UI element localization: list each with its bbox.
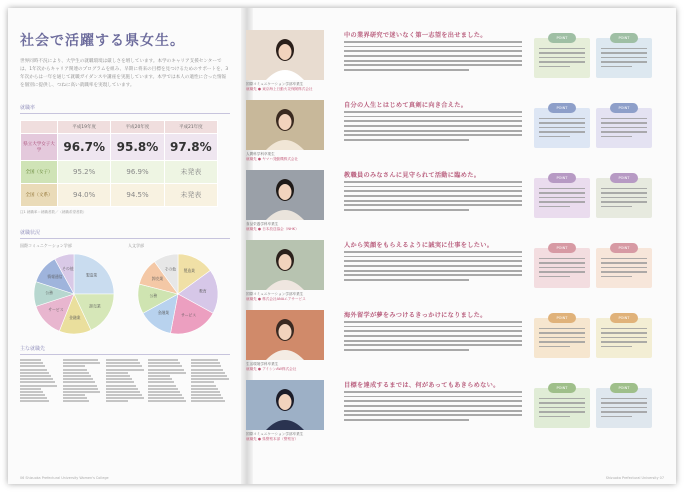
destination-line <box>191 381 214 383</box>
destination-line <box>106 381 135 383</box>
destination-line <box>106 397 144 399</box>
caption-name: 生活環境学科卒業生 <box>246 362 279 366</box>
pie-slice-label: その他 <box>62 265 74 271</box>
destination-line <box>106 362 141 364</box>
pie-left-caption: 国際コミュニケーション学部 <box>20 243 72 248</box>
portrait-photo <box>246 380 324 430</box>
destination-line <box>191 391 219 393</box>
destination-line <box>63 365 85 367</box>
testimonial-heading: 人から笑顔をもらえるように誠実に仕事をしたい。 <box>344 242 494 249</box>
point-box <box>596 178 652 218</box>
point-box <box>534 108 590 148</box>
point-boxes <box>534 380 654 440</box>
point-box <box>534 38 590 78</box>
rate-cell: 94.0% <box>58 184 111 207</box>
testimonial-heading: 海外留学が夢をみつけるきっかけになりました。 <box>344 312 487 319</box>
destination-line <box>63 394 85 396</box>
portrait-photo <box>246 100 324 150</box>
destination-line <box>106 369 144 371</box>
photo-caption <box>246 82 326 92</box>
destination-line <box>63 375 91 377</box>
rate-cell: 未発表 <box>164 161 217 184</box>
caption-name: 人間科学科卒業生 <box>246 152 275 156</box>
caption-company: 就職先 ● 株式会社ANAエアサービス <box>246 297 306 301</box>
caption-name: 国際コミュニケーション学部卒業生 <box>246 432 304 436</box>
photo-caption <box>246 222 326 232</box>
pie-slice-label: 製造業 <box>183 267 195 273</box>
destination-line <box>20 391 43 393</box>
point-badge: POINT <box>610 243 638 253</box>
rate-cell: 未発表 <box>164 184 217 207</box>
destination-line <box>63 359 99 361</box>
destination-line <box>148 391 179 393</box>
point-badge: POINT <box>610 33 638 43</box>
pie-right-caption: 人文学部 <box>128 243 144 248</box>
destination-line <box>148 362 179 364</box>
point-badge: POINT <box>548 33 576 43</box>
destination-line <box>20 362 43 364</box>
testimonial-row <box>246 310 656 374</box>
destination-line <box>148 388 177 390</box>
destination-line <box>148 397 183 399</box>
page-title: 社会で活躍する県女生。 <box>20 33 185 49</box>
destination-line <box>191 385 215 387</box>
pie-slice-label: 金融業 <box>69 314 81 320</box>
destination-line <box>148 400 185 402</box>
photo-caption <box>246 292 326 302</box>
destination-line <box>63 369 87 371</box>
destination-line <box>191 359 217 361</box>
destination-line <box>191 378 229 380</box>
point-badge: POINT <box>548 383 576 393</box>
point-box <box>596 318 652 358</box>
testimonial-body-text <box>344 321 522 354</box>
destination-line <box>20 369 47 371</box>
point-box <box>534 178 590 218</box>
destination-line <box>63 381 95 383</box>
point-boxes <box>534 30 654 90</box>
caption-company: 就職先 ● アイシンAW株式会社 <box>246 367 297 371</box>
destination-line <box>148 375 170 377</box>
pie-chart-left <box>28 251 120 337</box>
portrait-photo <box>246 310 324 360</box>
destination-line <box>20 400 49 402</box>
destination-line <box>148 394 181 396</box>
portrait-photo <box>246 240 324 290</box>
left-page <box>20 30 230 402</box>
testimonial-row <box>246 170 656 234</box>
destinations-label: 主な就職先 <box>20 345 230 355</box>
destination-line <box>63 378 93 380</box>
photo-caption <box>246 432 326 442</box>
left-folio: 06 Shizuoka Prefectural University Women's College <box>20 476 109 480</box>
intro-paragraph: 世界同時不況により、大学生の就職環境は厳しさを増しています。本学のキャリア支援センターでは、1年次からキャリア関連のプログラムを組み、早期に将来の目標を見つけるためのサポートを、3年次からは一年を通じて就職ガイダンスや講座を実施しています。本学では本人の適性に合った情報を個別に提供し、つねに高い就職率を実現しています。 <box>20 59 229 88</box>
caption-name: 食品栄養学科卒業生 <box>246 222 279 226</box>
testimonial-body-text <box>344 251 522 284</box>
destination-line <box>20 359 41 361</box>
destinations-list <box>20 359 230 402</box>
destination-line <box>63 391 101 393</box>
pie-slice-label: 公務 <box>149 293 158 299</box>
destination-line <box>20 388 41 390</box>
caption-company: 就職先 ● 東京海上日動火災保険株式会社 <box>246 87 313 91</box>
destination-line <box>148 365 181 367</box>
destination-line <box>63 400 89 402</box>
portrait-photo <box>246 30 324 80</box>
table-row <box>21 134 218 161</box>
destination-line <box>20 397 47 399</box>
testimonial-row <box>246 380 656 444</box>
destination-line <box>20 375 51 377</box>
photo-caption <box>246 152 326 162</box>
table-header <box>21 121 58 134</box>
destination-line <box>148 378 172 380</box>
caption-company: 就職先 ● ヤマハ発動機株式会社 <box>246 157 299 161</box>
destination-line <box>63 388 99 390</box>
pie-slice-label: サービス <box>180 312 197 318</box>
pie-chart-area <box>20 243 230 339</box>
point-badge: POINT <box>610 103 638 113</box>
rate-cell: 97.8% <box>164 134 217 161</box>
destination-line <box>106 375 131 377</box>
destination-line <box>20 385 57 387</box>
testimonial-heading: 教職員のみなさんに見守られて活動に臨めた。 <box>344 172 481 179</box>
pie-slice-label: 金融業 <box>157 310 170 316</box>
testimonial-body-text <box>344 41 522 74</box>
table-row <box>21 184 218 207</box>
destination-line <box>148 369 183 371</box>
destination-line <box>63 372 89 374</box>
pie-slice-label: サービス <box>48 306 64 312</box>
point-badge: POINT <box>548 243 576 253</box>
row-label: 全国（女子） <box>21 161 58 184</box>
point-badge: POINT <box>548 103 576 113</box>
rate-cell: 95.8% <box>111 134 164 161</box>
right-folio: Shizuoka Prefectural University 07 <box>605 476 664 480</box>
destination-line <box>63 397 87 399</box>
destination-line <box>63 385 97 387</box>
pie-slice-label: 卸売業 <box>89 303 101 309</box>
point-box <box>596 108 652 148</box>
pie-slice-label: 公務 <box>45 290 53 295</box>
destination-line <box>191 362 219 364</box>
testimonial-heading: 自分の人生とはじめて真剣に向き合えた。 <box>344 102 468 109</box>
destination-line <box>148 381 174 383</box>
point-boxes <box>534 240 654 300</box>
destination-line <box>191 369 223 371</box>
pie-slice-label: その他 <box>164 266 177 272</box>
rate-cell: 94.5% <box>111 184 164 207</box>
point-badge: POINT <box>548 313 576 323</box>
testimonial-row <box>246 100 656 164</box>
destination-line <box>20 372 49 374</box>
destination-line <box>20 378 53 380</box>
point-boxes <box>534 310 654 370</box>
point-boxes <box>534 100 654 160</box>
destination-line <box>148 372 185 374</box>
destination-line <box>106 372 129 374</box>
destination-line <box>191 388 217 390</box>
careers-label: 就職状況 <box>20 229 230 239</box>
destination-line <box>106 391 141 393</box>
destination-line <box>191 365 221 367</box>
table-header: 平成19年度 <box>58 121 111 134</box>
rate-cell: 96.9% <box>111 161 164 184</box>
caption-company: 就職先 ● 県警察本部（警察官） <box>246 437 299 441</box>
caption-name: 国際コミュニケーション学部卒業生 <box>246 82 304 86</box>
pie-slice-label: 卸売業 <box>151 276 164 282</box>
testimonial-row <box>246 240 656 304</box>
testimonial-body-text <box>344 111 522 144</box>
destination-line <box>191 400 225 402</box>
destination-line <box>191 375 227 377</box>
point-box <box>534 248 590 288</box>
destination-line <box>191 397 223 399</box>
destination-line <box>148 385 176 387</box>
destination-line <box>106 365 142 367</box>
pie-slice-label: 製造業 <box>85 272 98 278</box>
destination-line <box>191 372 225 374</box>
pie-chart-right <box>132 251 224 337</box>
row-label: 県立大学女子大学 <box>21 134 58 161</box>
point-badge: POINT <box>610 173 638 183</box>
destination-line <box>63 362 101 364</box>
point-box <box>596 38 652 78</box>
destination-line <box>148 359 177 361</box>
point-box <box>534 318 590 358</box>
destination-line <box>20 394 45 396</box>
testimonial-body-text <box>344 391 522 424</box>
destination-line <box>106 359 139 361</box>
pie-slice-label: 情報通信 <box>47 274 63 280</box>
rate-cell: 96.7% <box>58 134 111 161</box>
destination-line <box>106 394 142 396</box>
rate-cell: 95.2% <box>58 161 111 184</box>
destination-line <box>20 365 45 367</box>
point-badge: POINT <box>548 173 576 183</box>
destination-line <box>106 388 139 390</box>
table-header: 平成20年度 <box>111 121 164 134</box>
row-label: 全国（文系） <box>21 184 58 207</box>
portrait-photo <box>246 170 324 220</box>
destination-line <box>106 400 129 402</box>
destination-line <box>106 378 133 380</box>
testimonial-heading: 目標を達成するまでは、何があってもあきらめない。 <box>344 382 500 389</box>
point-boxes <box>534 170 654 230</box>
testimonial-body-text <box>344 181 522 214</box>
employment-rate-table <box>20 120 218 207</box>
point-badge: POINT <box>610 313 638 323</box>
pie-slice-label: 教育 <box>198 288 207 294</box>
point-badge: POINT <box>610 383 638 393</box>
caption-name: 国際コミュニケーション学部卒業生 <box>246 292 304 296</box>
employment-rate-label: 就職率 <box>20 104 230 114</box>
caption-company: 就職先 ● 日本放送協会（NHK） <box>246 227 299 231</box>
point-box <box>534 388 590 428</box>
table-note: 注1 就職率＝就職者数／（就職希望者数） <box>20 210 87 214</box>
destination-line <box>20 381 55 383</box>
photo-caption <box>246 362 326 372</box>
testimonial-heading: 中の業界研究で迷いなく第一志望を出せました。 <box>344 32 487 39</box>
point-box <box>596 388 652 428</box>
destination-line <box>191 394 221 396</box>
destination-line <box>106 385 137 387</box>
testimonial-row <box>246 30 656 94</box>
table-row <box>21 161 218 184</box>
point-box <box>596 248 652 288</box>
table-header: 平成21年度 <box>164 121 217 134</box>
brochure-spread <box>8 8 676 484</box>
